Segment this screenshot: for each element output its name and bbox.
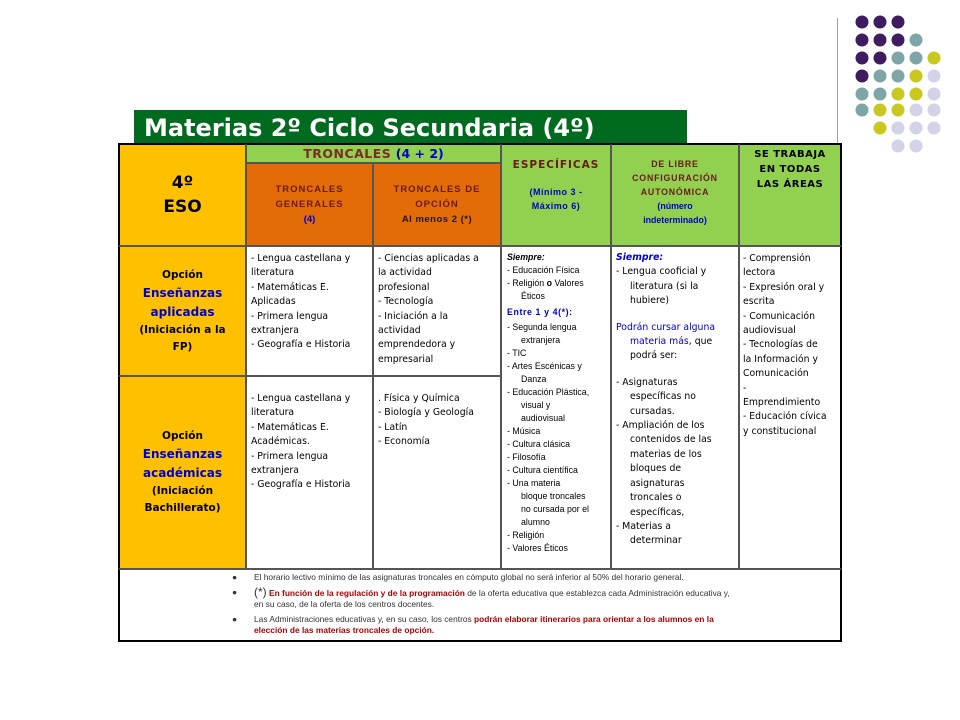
decorative-dot (856, 104, 869, 117)
libre-podran-line2b: , que (688, 336, 713, 348)
decorative-dot (928, 104, 941, 117)
troncales-generales-line1: TRONCALES (275, 184, 344, 195)
list-item: extranjera (521, 335, 561, 345)
troncales-generales-line2: GENERALES (275, 199, 344, 210)
list-item: - Economía (378, 436, 430, 448)
list-item: Aplicadas (251, 296, 296, 308)
list-item: - Latín (378, 421, 408, 433)
label-aplicadas (118, 246, 246, 376)
decorative-dot (892, 104, 905, 117)
list-item: - Comprensión (743, 253, 811, 264)
libre-siempre: Siempre: (616, 252, 664, 263)
list-item: extranjera (251, 465, 299, 477)
header-troncales (246, 143, 501, 163)
list-item: - Ciencias aplicadas a (378, 253, 479, 264)
header-libre-configuracion (611, 143, 739, 246)
troncales-opcion-line1: TRONCALES DE (393, 184, 481, 195)
list-item: asignaturas (630, 477, 685, 489)
decorative-dot (910, 104, 923, 117)
aplicadas-sub1: (Iniciación a la (139, 323, 226, 336)
especificas-item: - Religión o Valores (507, 278, 584, 288)
list-item: - Tecnologías de (743, 339, 818, 351)
decorative-dot (910, 52, 923, 65)
list-item: - Una materia (507, 478, 561, 488)
list-item: audiovisual (743, 325, 796, 337)
troncales-count: (4 + 2) (395, 146, 444, 161)
list-item: Comunicación (743, 368, 809, 380)
list-item: materias de los (630, 448, 702, 460)
list-item: cursadas. (630, 405, 675, 417)
decorative-dot (856, 52, 869, 65)
aplicadas-sub2: FP) (172, 340, 193, 353)
decorative-dot (928, 70, 941, 83)
list-item: - Artes Escénicas y (507, 361, 582, 371)
troncales-opcion-count: Al menos 2 (*) (401, 214, 473, 225)
list-item: - Ampliación de los (616, 420, 705, 432)
libre-podran-line1: Podrán cursar alguna (616, 321, 716, 333)
list-item: - Matemáticas E. (251, 281, 329, 293)
list-item: actividad (378, 325, 421, 337)
note-2: ● (*) En función de la regulación y de la programación de la oferta educativa que establezca cada Administración educativa y, en su caso, de la oferta de los centros docentes. (232, 585, 730, 609)
list-item: literatura (si la (630, 280, 699, 292)
decorative-dot (856, 70, 869, 83)
list-item: Danza (521, 374, 547, 384)
list-item: lectora (743, 267, 776, 279)
especificas-count-line2: Máximo 6) (531, 201, 581, 211)
list-item: - Primera lengua (251, 450, 329, 462)
troncales-title: TRONCALES (303, 146, 392, 161)
bullet-icon: ● (232, 614, 238, 624)
aplicadas-name2: aplicadas (150, 304, 215, 319)
decorative-dot (892, 70, 905, 83)
list-item: - Comunicación (743, 310, 815, 322)
list-item: - Primera lengua (251, 310, 329, 322)
grade-level: ESO (163, 197, 202, 217)
decorative-dot (892, 140, 905, 153)
bullet-icon: ● (232, 572, 238, 582)
note-1: ● El horario lectivo mínimo de las asignaturas troncales en cómputo global no será inferior al 50% del horario general. (232, 572, 684, 582)
list-item: audiovisual (521, 413, 566, 423)
list-item: - (743, 382, 747, 394)
academicas-name1: Enseñanzas (142, 447, 223, 461)
decorative-dot (874, 122, 887, 135)
libre-line1: DE LIBRE (651, 159, 699, 169)
decorative-dot (928, 52, 941, 65)
list-item: - Filosofía (507, 452, 546, 462)
list-item: - Geografía e Historia (251, 479, 351, 491)
list-item: - Matemáticas E. (251, 421, 329, 433)
list-item: literatura (251, 407, 295, 419)
decorative-dot (910, 88, 923, 101)
list-item: bloque troncales (521, 491, 586, 501)
decorative-dot (928, 122, 941, 135)
list-item: Emprendimiento (743, 397, 821, 409)
list-item: - Lengua cooficial y (616, 266, 707, 278)
header-troncales-generales (246, 163, 373, 246)
list-item: alumno (521, 517, 550, 527)
list-item: - TIC (507, 348, 527, 358)
academicas-opcion: Opción (162, 430, 203, 442)
decorative-dot (856, 88, 869, 101)
troncales-generales-count: (4) (303, 214, 316, 225)
list-item: bloques de (630, 463, 682, 475)
header-troncales-opcion (373, 163, 501, 246)
decorative-dot (892, 34, 905, 47)
aplicadas-opcion: Opción (162, 268, 203, 281)
aplicadas-troncales-generales (246, 246, 373, 376)
decorative-dot (874, 104, 887, 117)
page-title: Materias 2º Ciclo Secundaria (4º) (134, 110, 687, 146)
decorative-dot (874, 88, 887, 101)
decorative-dot (856, 34, 869, 47)
libre-podran-line2: materia más (630, 336, 689, 348)
list-item: . Física y Química (378, 393, 460, 404)
libre-line5: indeterminado) (643, 215, 707, 225)
list-item: - Geografía e Historia (251, 339, 351, 351)
list-item: troncales o (630, 492, 682, 504)
especificas-item: - Educación Física (507, 265, 580, 275)
list-item: - Segunda lengua (507, 322, 577, 332)
list-item: - Iniciación a la (378, 310, 449, 322)
list-item: - Biología y Geología (378, 407, 474, 419)
list-item: extranjera (251, 325, 299, 337)
decorative-dot (874, 16, 887, 29)
decorative-dot (910, 34, 923, 47)
academicas-sub2: Bachillerato) (144, 502, 221, 514)
especificas-siempre: Siempre: (507, 252, 545, 262)
list-item: específicas no (630, 391, 696, 403)
list-item: literatura (251, 267, 295, 279)
transversal-line1: SE TRABAJA (754, 149, 826, 160)
list-item: - Lengua castellana y (251, 393, 351, 404)
libre-line3: AUTONÓMICA (640, 187, 710, 197)
list-item: visual y (521, 400, 551, 410)
list-item: determinar (630, 535, 682, 547)
list-item: emprendedora y (378, 339, 456, 351)
academicas-sub1: (Iniciación (151, 485, 214, 497)
list-item: Académicas. (251, 436, 310, 448)
list-item: la actividad (378, 267, 432, 279)
academicas-name2: académicas (142, 466, 222, 480)
decorative-dot (910, 140, 923, 153)
list-item: escrita (743, 296, 775, 308)
decorative-dot (910, 122, 923, 135)
libre-configuracion-list (611, 246, 739, 569)
transversal-list (739, 246, 842, 569)
list-item: - Música (507, 426, 541, 436)
list-item: - Cultura clásica (507, 439, 571, 449)
libre-line2: CONFIGURACIÓN (632, 173, 718, 183)
list-item: - Educación Plástica, (507, 387, 590, 397)
decorative-dot (892, 16, 905, 29)
decorative-dot (892, 122, 905, 135)
list-item: - Materias a (616, 520, 671, 532)
academicas-troncales-generales (246, 376, 373, 569)
troncales-opcion-line2: OPCIÓN (415, 199, 459, 210)
decorative-dot (928, 88, 941, 101)
especificas-count-line1: (Mínimo 3 - (529, 187, 583, 197)
list-item: - Educación cívica (743, 411, 827, 423)
list-item: - Expresión oral y (743, 281, 825, 293)
list-item: contenidos de las (630, 434, 712, 446)
list-item: y constitucional (743, 425, 817, 437)
aplicadas-troncales-opcion (373, 246, 501, 376)
list-item: - Valores Éticos (507, 543, 568, 553)
especificas-list (501, 246, 611, 569)
list-item: - Religión (507, 530, 545, 540)
decorative-dot (856, 16, 869, 29)
especificas-title: ESPECÍFICAS (512, 159, 600, 171)
notes (232, 572, 837, 636)
list-item: - Asignaturas (616, 376, 678, 388)
transversal-line2: EN TODAS (759, 164, 821, 175)
libre-podran (616, 321, 738, 364)
academicas-troncales-opcion (373, 376, 501, 569)
aplicadas-name1: Enseñanzas (142, 285, 223, 300)
note-3: ● Las Administraciones educativas y, en su caso, los centros podrán elaborar itinerarios para orientar a los alumnos en la elección de las materias troncales de opción. (232, 614, 714, 635)
list-item: - Tecnología (378, 296, 434, 308)
list-item: empresarial (378, 353, 434, 365)
libre-podran-line3: podrá ser: (630, 350, 678, 362)
header-transversal (739, 143, 842, 246)
header-especificas (501, 143, 611, 246)
decorative-dot (874, 52, 887, 65)
list-item: específicas, (630, 506, 685, 518)
header-grade (118, 143, 246, 246)
list-item: la Información y (743, 353, 818, 365)
libre-line4: (número (657, 201, 693, 211)
bullet-icon: ● (232, 587, 238, 597)
especificas-item: Éticos (521, 291, 545, 301)
grade-number: 4º (171, 173, 194, 193)
list-item: - Lengua castellana y (251, 253, 351, 264)
label-academicas (118, 376, 246, 569)
decorative-dot (910, 70, 923, 83)
decorative-dot (874, 70, 887, 83)
transversal-line3: LAS ÁREAS (756, 179, 824, 190)
decorative-dot (874, 34, 887, 47)
list-item: profesional (378, 281, 430, 293)
decorative-dot (892, 88, 905, 101)
list-item: hubiere) (630, 295, 669, 307)
list-item: no cursada por el (521, 504, 589, 514)
list-item: - Cultura científica (507, 465, 578, 475)
decorative-dot (892, 52, 905, 65)
especificas-entre: Entre 1 y 4(*): (507, 307, 573, 317)
